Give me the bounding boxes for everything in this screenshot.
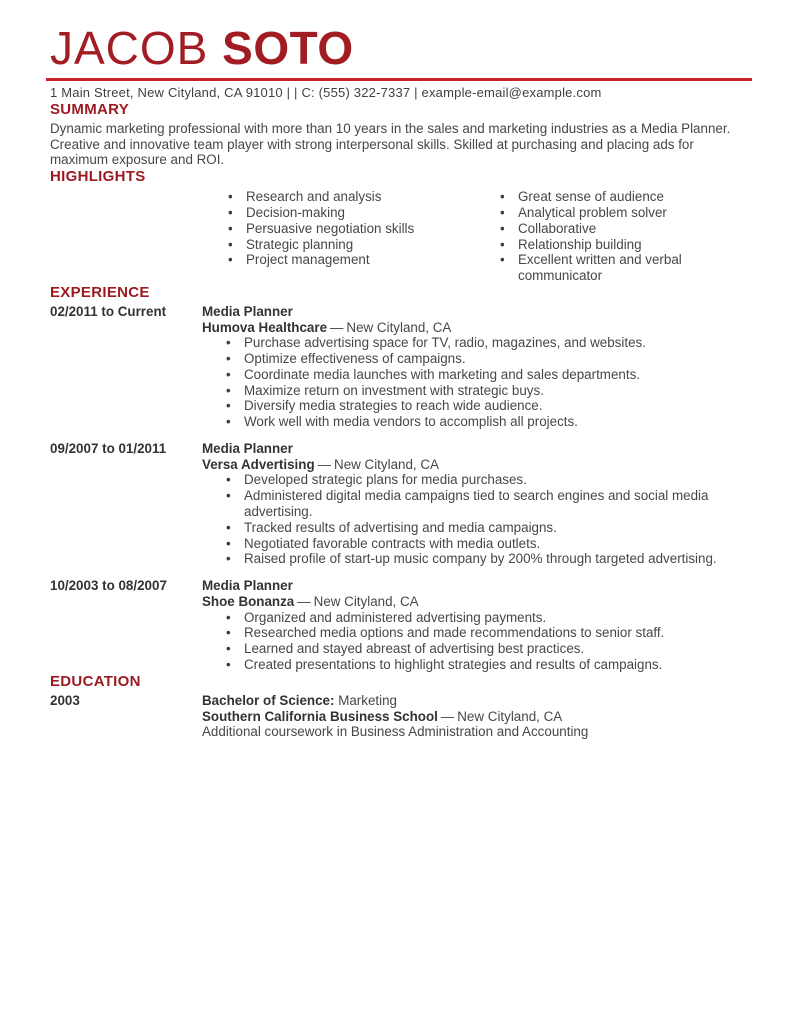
job-bullet: • Raised profile of start-up music company by 200% through targeted advertising.: [226, 551, 746, 567]
job-company-line: [202, 594, 746, 610]
highlight-item: • Excellent written and verbal communicator: [500, 252, 730, 284]
job-entry: [50, 441, 746, 567]
job-company: Humova Healthcare: [202, 319, 328, 335]
experience-section: [50, 284, 746, 673]
job-bullet: • Organized and administered advertising payments.: [226, 610, 746, 626]
education-body: [202, 693, 746, 740]
experience-heading: EXPERIENCE: [50, 283, 150, 301]
education-location: New Cityland, CA: [457, 708, 563, 724]
job-title: Media Planner: [202, 578, 293, 594]
candidate-first-name: JACOB: [50, 22, 209, 74]
job-bullet: • Tracked results of advertising and media campaigns.: [226, 520, 746, 536]
highlights-columns: [212, 189, 746, 284]
job-entry: [50, 304, 746, 430]
highlight-item: • Research and analysis: [228, 189, 484, 205]
job-bullet: • Researched media options and made recommendations to senior staff.: [226, 625, 746, 641]
job-location: New Cityland, CA: [313, 593, 419, 609]
highlight-item: • Project management: [228, 252, 484, 268]
highlights-section: [50, 168, 746, 284]
summary-text: Dynamic marketing professional with more than 10 years in the sales and marketing industries as a Media Planner. Creative and innovative team player with strong interpersonal skills. Skilled at purchasing and placing ads for maximum exposure and ROI.: [50, 121, 731, 168]
education-year: 2003: [50, 692, 80, 708]
education-entry: [50, 693, 746, 740]
summary-heading: SUMMARY: [50, 101, 130, 118]
highlight-item: • Great sense of audience: [500, 189, 730, 205]
education-additional: Additional coursework in Business Administration and Accounting: [202, 724, 589, 740]
job-bullet: • Administered digital media campaigns tied to search engines and social media advertising.: [226, 488, 746, 520]
job-bullet-list: [202, 610, 746, 673]
contact-line: 1 Main Street, New Cityland, CA 91010 | | C: (555) 322-7337 | example-email@example.com: [50, 85, 602, 100]
job-dates: 10/2003 to 08/2007: [50, 578, 167, 594]
highlight-item: • Strategic planning: [228, 237, 484, 253]
job-title: Media Planner: [202, 303, 293, 319]
job-bullet-list: [202, 335, 746, 430]
job-company-line: [202, 457, 746, 473]
education-section: [50, 673, 746, 740]
job-company: Shoe Bonanza: [202, 593, 295, 609]
location-dash: —: [330, 319, 344, 335]
resume-header: [50, 24, 746, 101]
job-bullet: • Purchase advertising space for TV, radio, magazines, and websites.: [226, 335, 746, 351]
location-dash: —: [317, 456, 332, 472]
candidate-last-name: SOTO: [222, 22, 354, 74]
highlight-item: • Decision-making: [228, 205, 484, 221]
job-dates: 02/2011 to Current: [50, 303, 167, 319]
job-dates: 09/2007 to 01/2011: [50, 441, 167, 457]
highlights-heading: HIGHLIGHTS: [50, 168, 146, 186]
job-bullet: • Maximize return on investment with strategic buys.: [226, 383, 746, 399]
job-entry: [50, 578, 746, 673]
education-degree-value: Marketing: [338, 692, 397, 708]
job-location: New Cityland, CA: [334, 456, 439, 472]
education-heading: EDUCATION: [50, 672, 141, 690]
header-divider-rule: [46, 78, 752, 81]
summary-section: [50, 101, 746, 168]
job-bullet: • Diversify media strategies to reach wide audience.: [226, 398, 746, 414]
job-body: [202, 441, 746, 567]
job-location: New Cityland, CA: [346, 319, 452, 335]
job-company: Versa Advertising: [202, 456, 315, 472]
job-title: Media Planner: [202, 441, 293, 457]
education-degree-line: [202, 693, 746, 709]
job-bullet: • Optimize effectiveness of campaigns.: [226, 351, 746, 367]
highlights-column-2: [484, 189, 730, 284]
job-bullet: • Learned and stayed abreast of advertising best practices.: [226, 641, 746, 657]
highlight-item: • Relationship building: [500, 237, 730, 253]
job-body: [202, 304, 746, 430]
job-bullet: • Developed strategic plans for media purchases.: [226, 472, 746, 488]
highlight-item: • Analytical problem solver: [500, 205, 730, 221]
job-bullet: • Created presentations to highlight strategies and results of campaigns.: [226, 657, 746, 673]
job-bullet: • Coordinate media launches with marketing and sales departments.: [226, 367, 746, 383]
education-school: Southern California Business School: [202, 708, 438, 724]
location-dash: —: [297, 593, 311, 609]
highlights-column-1: [212, 189, 484, 284]
highlight-item: • Collaborative: [500, 221, 730, 237]
location-dash: —: [440, 708, 455, 724]
education-degree-label: Bachelor of Science:: [202, 692, 335, 708]
job-body: [202, 578, 746, 673]
job-bullet: • Work well with media vendors to accomplish all projects.: [226, 414, 746, 430]
job-company-line: [202, 320, 746, 336]
candidate-name: [50, 24, 746, 72]
job-bullet-list: [202, 472, 746, 567]
education-school-line: [202, 709, 746, 725]
highlight-item: • Persuasive negotiation skills: [228, 221, 484, 237]
job-bullet: • Negotiated favorable contracts with media outlets.: [226, 536, 746, 552]
